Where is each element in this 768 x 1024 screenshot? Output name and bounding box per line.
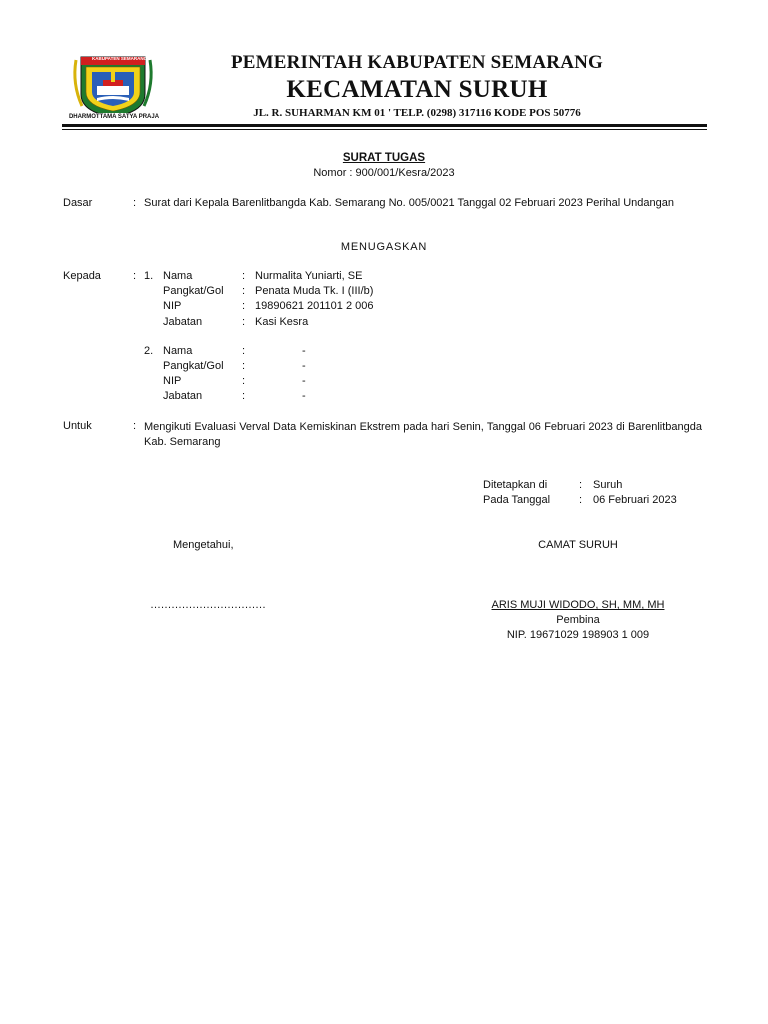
camat-rank: Pembina (556, 614, 600, 626)
mengetahui-signature-dots: …………………………… (150, 599, 266, 611)
person-1-pangkat-value: Penata Muda Tk. I (III/b) (255, 285, 374, 297)
letterhead-district: KECAMATAN SURUH (286, 76, 548, 103)
person-1-nip-colon: : (242, 300, 246, 312)
dasar-label: Dasar (63, 197, 93, 209)
person-2-nama-label: Nama (163, 345, 193, 357)
letterhead-address: JL. R. SUHARMAN KM 01 ' TELP. (0298) 317116 KODE POS 50776 (253, 107, 581, 119)
letterhead-rule-thin (62, 129, 707, 130)
untuk-colon: : (133, 420, 137, 432)
person-1-jabatan-label: Jabatan (163, 316, 203, 328)
kepada-label: Kepada (63, 270, 101, 282)
person-1-number: 1. (144, 270, 154, 282)
person-1-jabatan-colon: : (242, 316, 246, 328)
logo-motto: DHARMOTTAMA SATYA PRAJA (68, 114, 160, 120)
person-1-nip-value: 19890621 201101 2 006 (255, 300, 374, 312)
person-2-pangkat-label: Pangkat/Gol (163, 360, 224, 372)
person-1-nama-value: Nurmalita Yuniarti, SE (255, 270, 363, 282)
person-1-jabatan-value: Kasi Kesra (255, 316, 309, 328)
document-title: SURAT TUGAS (342, 152, 426, 164)
person-1-nama-label: Nama (163, 270, 193, 282)
pada-tanggal-value: 06 Februari 2023 (593, 494, 677, 506)
document-number: Nomor : 900/001/Kesra/2023 (313, 167, 455, 179)
untuk-text: Mengikuti Evaluasi Verval Data Kemiskinan Ekstrem pada hari Senin, Tanggal 06 Februari 2023 di Barenlitbangda Kab. Semarang (144, 421, 702, 448)
person-2-pangkat-value: - (302, 360, 306, 372)
regency-logo (62, 54, 166, 124)
person-1-pangkat-label: Pangkat/Gol (163, 285, 224, 297)
letterhead-rule-thick (62, 124, 707, 127)
person-2-nip-value: - (302, 375, 306, 387)
person-2-jabatan-label: Jabatan (163, 390, 203, 402)
menugaskan-heading: MENUGASKAN (340, 241, 428, 253)
pada-tanggal-colon: : (579, 494, 583, 506)
kepada-colon: : (133, 270, 137, 282)
logo-banner-text: KABUPATEN SEMARANG (92, 56, 148, 61)
camat-title: CAMAT SURUH (538, 539, 618, 551)
person-2-nama-value: - (302, 345, 306, 357)
letterhead-government: PEMERINTAH KABUPATEN SEMARANG (230, 52, 604, 73)
ditetapkan-value: Suruh (593, 479, 623, 491)
person-2-pangkat-colon: : (242, 360, 246, 372)
person-2-nip-label: NIP (163, 375, 182, 387)
person-2-number: 2. (144, 345, 154, 357)
person-2-nama-colon: : (242, 345, 246, 357)
camat-nip: NIP. 19671029 198903 1 009 (506, 629, 650, 641)
person-2-nip-colon: : (242, 375, 246, 387)
dasar-colon: : (133, 197, 137, 209)
mengetahui-title: Mengetahui, (173, 539, 234, 551)
person-1-nip-label: NIP (163, 300, 182, 312)
ditetapkan-colon: : (579, 479, 583, 491)
camat-name: ARIS MUJI WIDODO, SH, MM, MH (491, 599, 665, 611)
untuk-label: Untuk (63, 420, 92, 432)
person-1-nama-colon: : (242, 270, 246, 282)
person-1-pangkat-colon: : (242, 285, 246, 297)
pada-tanggal-label: Pada Tanggal (483, 494, 551, 506)
person-2-jabatan-value: - (302, 390, 306, 402)
person-2-jabatan-colon: : (242, 390, 246, 402)
ditetapkan-label: Ditetapkan di (483, 479, 548, 491)
dasar-text: Surat dari Kepala Barenlitbangda Kab. Semarang No. 005/0021 Tanggal 02 Februari 2023 Perihal Undangan (144, 197, 675, 209)
